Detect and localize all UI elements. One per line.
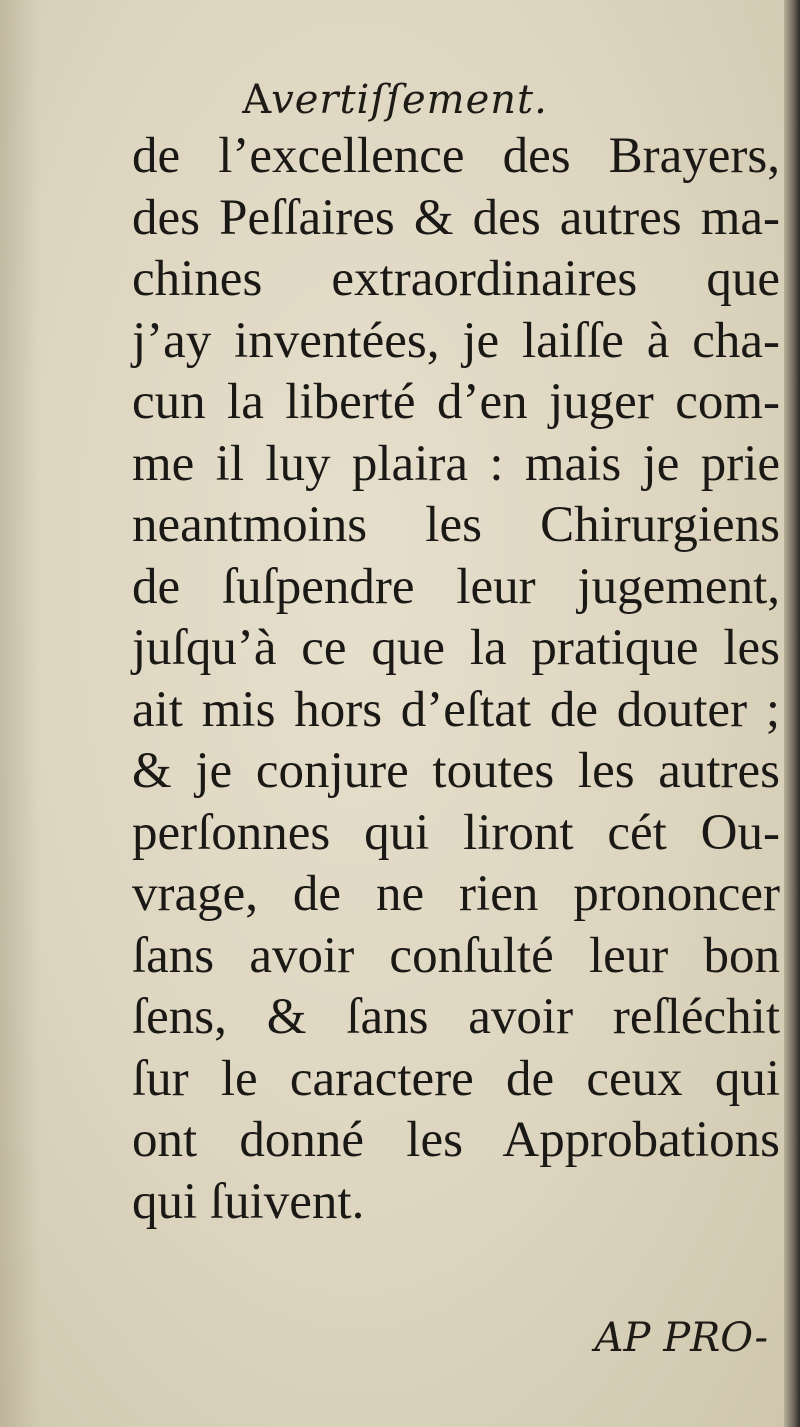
- text-line: de l’excellence des Brayers,: [132, 128, 780, 184]
- page-gutter: [784, 0, 800, 1427]
- text-line: des Peſſaires & des autres ma-: [132, 189, 780, 246]
- text-line: perſonnes qui liront cét Ou-: [132, 804, 780, 861]
- body-text: [132, 126, 780, 1233]
- text-line: ſur le caractere de ceux qui: [132, 1050, 780, 1107]
- text-line: neantmoins les Chirurgiens: [132, 497, 780, 553]
- text-line: & je conjure toutes les autres: [132, 743, 780, 799]
- running-head-title: vertiſſement.: [271, 77, 548, 123]
- text-line: ont donné les Approbations: [132, 1112, 780, 1168]
- text-line: ſans avoir conſulté leur bon: [132, 927, 780, 984]
- text-line: cun la liberté d’en juger com-: [132, 374, 780, 430]
- catchword: AP PRO-: [594, 1315, 768, 1361]
- text-line: qui ſuivent.: [132, 1173, 365, 1230]
- text-line: j’ay inventées, je laiſſe à cha-: [132, 312, 780, 369]
- text-line: vrage, de ne rien prononcer: [132, 866, 780, 922]
- text-line: ſens, & ſans avoir reſléchit: [132, 989, 780, 1045]
- running-head-initial: A: [242, 77, 272, 123]
- text-line: me il luy plaira : mais je prie: [132, 435, 780, 492]
- text-line: chines extraordinaires que: [132, 251, 780, 307]
- text-line: de ſuſpendre leur jugement,: [132, 558, 780, 615]
- text-line: juſqu’à ce que la pratique les: [132, 620, 780, 676]
- text-line: ait mis hors d’eſtat de douter ;: [132, 681, 780, 738]
- running-head: [0, 70, 790, 130]
